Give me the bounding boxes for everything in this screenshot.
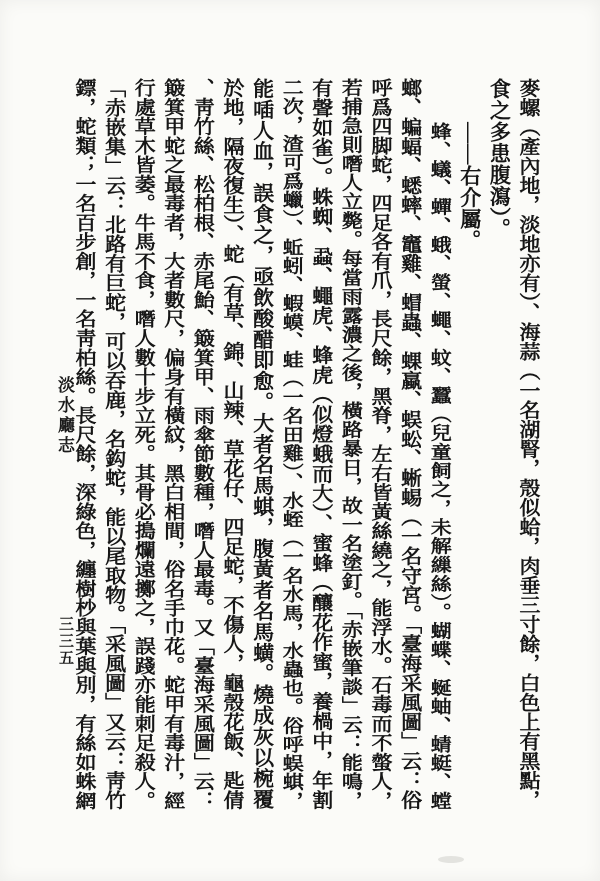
text-column: 二次，渣可爲蠟）、蚯蚓、蝦蟆、蛙（一名田雞）、水蛭（一名水馬，水蟲也。俗呼蜈蜞， xyxy=(280,78,305,811)
text-column: 有聲如雀）。蛛蜘、蝨、蠅虎、蜂虎（似燈蛾而大）、蜜蜂（釀花作蜜，養楇中，年割 xyxy=(309,78,334,811)
text-column: 螂、蝙蝠、蟋蟀、竈雞、蝐蟲、蜾蠃、蜈蚣、蜥蜴（一名守宮。「臺海采風圖」云：俗 xyxy=(398,78,423,810)
text-column: ——右介屬。 xyxy=(457,122,482,251)
scan-smudge xyxy=(438,856,464,863)
text-column: 簸箕甲蛇之最毒者，大者數尺，偏身有橫紋，黑白相間，俗名手巾花。蛇甲有毒汁，經 xyxy=(161,78,186,811)
book-margin-title: 淡水廳志 xyxy=(55,376,74,456)
text-column: 、靑竹絲、松柏根、赤尾鮐、簸箕甲、雨傘節數種，噆人最毒。又「臺海采風圖」云： xyxy=(191,78,216,811)
text-column: 「赤嵌集」云：北路有巨蛇，可以吞鹿，名鈎蛇，能以尾取物。「采風圖」又云：靑竹 xyxy=(102,78,127,810)
text-column: 蜂、蟻、蟬、蛾、螢、蠅、蚊、蠶（兒童飼之，未解繅絲）。蝴蝶、蜒蚰、蜻蜓、螳 xyxy=(428,122,453,810)
text-column: 麥螺（產內地，淡地亦有）、海蒜（一名湖腎，殼似蛤，肉垂三寸餘，白色上有黑點， xyxy=(517,78,541,810)
text-column: 能喢人血，誤食之，亟飲酸醋即愈。大者名馬蜞，腹黃者名馬蟥。燒成灰以椀覆 xyxy=(250,78,275,810)
text-column: 於地，隔夜復生）、蛇（有草、錦、山辣、草花仔、四足蛇，不傷人，龜殼花飯、匙倩 xyxy=(221,78,245,810)
text-column: 鏢，蛇類；一名百步創，一名靑柏絲。長尺餘，深綠色，纏樹杪與葉與別，有絲如蛛網 xyxy=(73,78,97,811)
text-column: 呼爲四脚蛇，四足各有爪，長尺餘，黑脊，左右皆黃絲繞之，能浮水。石毒而不螫人， xyxy=(369,78,393,811)
text-column: 若捕急則噆人立斃。每當雨露濃之後，橫路暴日，故一名塗釘。「赤嵌筆談」云：能鳴， xyxy=(339,78,364,811)
text-column: 食之多患腹瀉）。 xyxy=(487,78,512,240)
text-column: 行處草木皆萎。牛馬不食，噆人數十步立死。其骨必搗爛遠擲之，誤踐亦能刺足殺人。 xyxy=(132,78,157,811)
page-number: 三三五 xyxy=(57,616,73,667)
